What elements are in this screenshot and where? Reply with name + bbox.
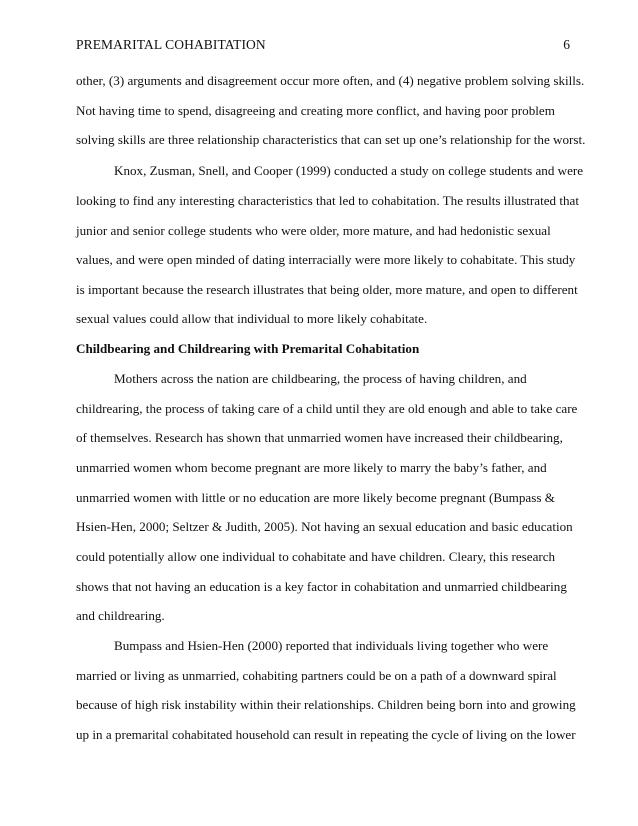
text-line: unmarried women whom become pregnant are more likely to marry the baby’s father, and — [76, 460, 547, 475]
text-line: junior and senior college students who were older, more mature, and had hedonistic sexual — [76, 223, 551, 238]
text-line: shows that not having an education is a key factor in cohabitation and unmarried childbearing — [76, 579, 567, 594]
text-line: other, (3) arguments and disagreement occur more often, and (4) negative problem solving skills. — [76, 73, 585, 88]
paragraph-first-line: Knox, Zusman, Snell, and Cooper (1999) conducted a study on college students and were — [114, 163, 584, 178]
text-line: is important because the research illustrates that being older, more mature, and open to different — [76, 282, 578, 297]
page-number: 6 — [563, 37, 570, 52]
text-line: solving skills are three relationship characteristics that can set up one’s relationship for the worst. — [76, 132, 586, 147]
text-line: Not having time to spend, disagreeing and creating more conflict, and having poor problem — [76, 103, 555, 118]
text-line: married or living as unmarried, cohabiting partners could be on a path of a downward spiral — [76, 668, 557, 683]
paragraph-first-line: Mothers across the nation are childbearing, the process of having children, and — [114, 371, 527, 386]
text-line: looking to find any interesting characteristics that led to cohabitation. The results illustrated that — [76, 193, 580, 208]
text-line: because of high risk instability within their relationships. Children being born into and growing — [76, 697, 576, 712]
text-line: sexual values could allow that individual to more likely cohabitate. — [76, 311, 428, 326]
text-line: childrearing, the process of taking care of a child until they are old enough and able to take care — [76, 401, 578, 416]
section-heading: Childbearing and Childrearing with Premarital Cohabitation — [76, 341, 420, 356]
text-line: could potentially allow one individual to cohabitate and have children. Cleary, this research — [76, 549, 556, 564]
text-line: and childrearing. — [76, 608, 165, 623]
text-line: unmarried women with little or no education are more likely become pregnant (Bumpass & — [76, 490, 555, 505]
text-line: values, and were open minded of dating interracially were more likely to cohabitate. This study — [76, 252, 576, 267]
text-line: up in a premarital cohabitated household can result in repeating the cycle of living on the lower — [76, 727, 576, 742]
text-line: Hsien-Hen, 2000; Seltzer & Judith, 2005). Not having an sexual education and basic education — [76, 519, 573, 534]
text-line: of themselves. Research has shown that unmarried women have increased their childbearing, — [76, 430, 563, 445]
running-head: PREMARITAL COHABITATION — [76, 37, 266, 52]
paragraph-first-line: Bumpass and Hsien-Hen (2000) reported that individuals living together who were — [114, 638, 549, 653]
